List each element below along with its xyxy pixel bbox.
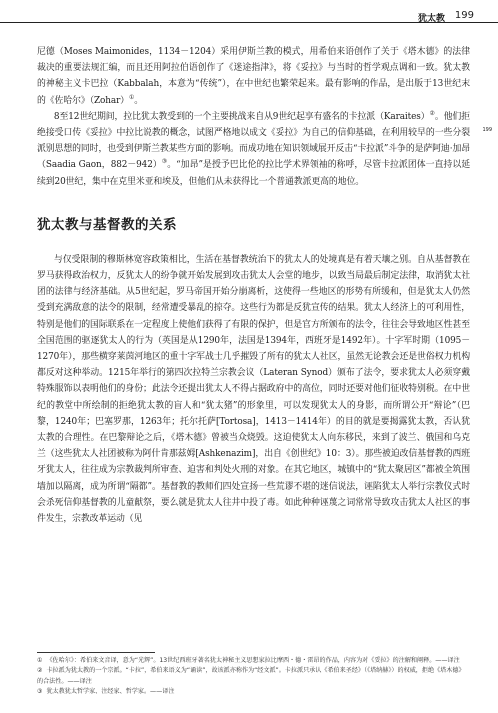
footnote-ref-1[interactable]: ①	[129, 93, 135, 101]
footnote-3: ③ 犹太教犹太哲学家、注经家、哲学家。——译注	[37, 688, 175, 696]
running-title: 犹太教	[417, 14, 445, 24]
paragraph-1: 尼德（Moses Maimonides，1134－1204）采用伊斯兰教的模式，用希伯来语创作了关于《塔木德》的法律裁决的重要法规汇编，而且还用阿拉伯语创作了《迷途指津》，将《妥拉》与当时的哲学观点调和一致。犹太教的神秘主义卡巴拉（Kabbalah，本意为“传统”），在中世纪也繁荣起来。最有影响的作品，是出版于13世纪末的《佐哈尔》（Zohar）①。	[37, 47, 470, 106]
page-body	[37, 44, 470, 527]
footnote-1: ① 《佐哈尔》：希伯来文音译，意为“光辉”。13世纪西班牙著名犹太神秘主义思想家拉比摩西・德・雷昂的作品，内容为对《妥拉》的注解和阐释。——译注	[37, 657, 460, 664]
footnote-ref-3[interactable]: ③	[161, 158, 168, 166]
paragraph-3: 与仅受限制的穆斯林宽容政策相比，生活在基督教统治下的犹太人的处境真是有着天壤之别。自从基督教在罗马获得政治权力，反犹太人的纷争就开始发展到攻击犹太人会堂的地步，以致当局最后制定法律，取消犹太社团的法律与经济基础。从5世纪起，罗马帝国开始分崩离析，这使得一些地区的形势有所缓和，但是犹太人仍然受到充满敌意的法令的限制，经常遭受暴乱的掠夺。这些行为都是反犹宣传的结果。犹太人经济上的可利用性，特别是他们的国际联系在一定程度上使他们获得了有限的保护，但是官方所颁布的法令，往往会导致地区性甚至全国范围的驱逐犹太人的行为（英国是从1290年，法国是1394年，西班牙是1492年）。十字军时期（1095－1270年），那些横穿莱茵河地区的重十字军战士几乎摧毁了所有的犹太人社区，虽然无论教会还是世俗权力机构都反对这种举动。1215年举行的第四次拉特兰宗教会议（Lateran Synod）颁布了法令，要求犹太人必须穿戴特殊服饰以表明他们的身份；此法令还提出犹太人不得占据政府中的高位，同时还要对他们征收特别税。在中世纪的教堂中所绘制的拒绝犹太教的盲人和“犹太猪”的形象里，可以发现犹太人的身影，而所谓公开“辩论”（巴黎，1240年；巴塞罗那，1263年；托尔托萨[Tortosa]，1413－1414年）的目的就是要揭露犹太教，否认犹太教的合理性。在巴黎辩论之后，《塔木德》曾被当众烧毁。这迫使犹太人向东移民，来到了波兰、俄国和乌克兰（这些犹太人社团被称为阿什肯那兹姆[Ashkenazim]，出自《创世纪》10：3）。那些被迫改信基督教的西班牙犹太人，往往成为宗教裁判所审查、迫害和判处火刑的对象。在其它地区，城镇中的“犹太聚居区”都被全筑围墙加以隔离，成为所谓“隔都”。基督教的教师们四处宣扬一些荒谬不堪的迷信说法，诬陷犹太人举行宗教仪式时会杀死信仰基督教的儿童献祭，要么就是犹太人往井中投了毒。如此种种诬蔑之词常常导致攻击犹太人社区的事件发生，宗教改革运动（见	[37, 254, 470, 525]
page-number: 199	[454, 10, 474, 21]
footnotes	[37, 656, 470, 698]
footnote-2: ② 卡拉派为犹太教的一个宗派。“卡拉”，希伯来语义为“诵读”，故该派亦称作为“经文派”。卡拉派只承认《希伯来圣经》（《塔纳赫》）的权威，拒绝《塔木德》的合法性。——译注	[37, 667, 465, 685]
margin-page-mark: 199	[482, 127, 492, 133]
footnote-ref-2[interactable]: ②	[429, 109, 435, 117]
page-header	[0, 0, 498, 23]
paragraph-2: 8至12世纪期间，拉比犹太教受到的一个主要挑战来自从9世纪起享有盛名的卡拉派（Karaites）②。他们拒绝接受口传《妥拉》中拉比说教的概念，试图严格地以成文《妥拉》为自己的信仰基础，在利用较早的一些分裂派别思想的同时，也受到伊斯兰教某些方面的影响。而成功地在知识领域展开反击“卡拉派”斗争的是萨阿迪·加昂（Saadia Gaon，882－942）③。“加昂”是授予巴比伦的拉比学术界领袖的称呼，尽管卡拉派团体一直持以延续到20世纪，集中在克里米亚和埃及，但他们从未获得比一个普通教派更高的地位。	[37, 109, 471, 187]
section-title: 犹太教与基督教的关系	[37, 216, 177, 233]
footnote-divider	[37, 652, 155, 653]
